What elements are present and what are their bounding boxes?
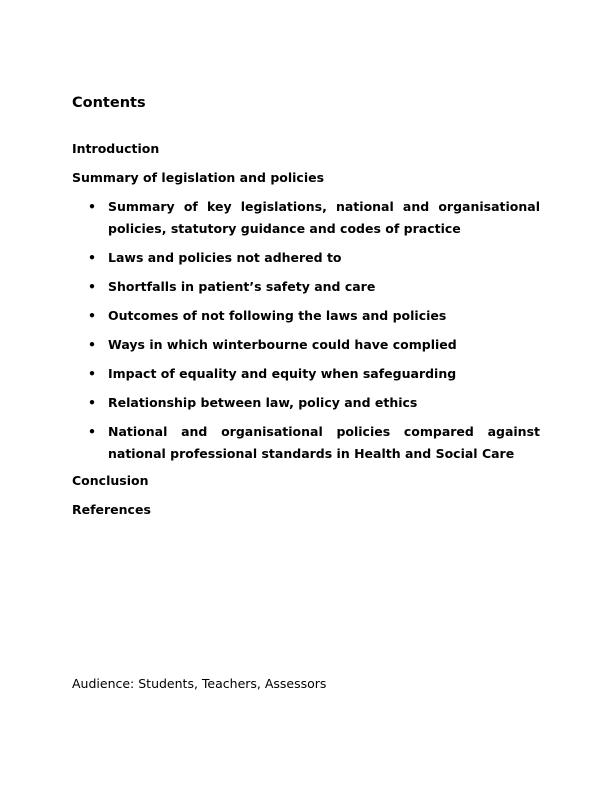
- toc-bullet-item: [88, 196, 540, 240]
- toc-entry-summary: Summary of legislation and policies: [72, 170, 325, 185]
- bullet-icon: •: [88, 250, 96, 265]
- toc-bullet-item: [88, 247, 540, 269]
- toc-entry-introduction: Introduction: [72, 141, 160, 156]
- bullet-icon: •: [88, 395, 96, 410]
- bullet-icon: •: [88, 308, 96, 323]
- toc-bullet-item: [88, 305, 540, 327]
- toc-bullet-text: Summary of key legislations, national and organisational policies, statutory guidance and codes of practice: [108, 199, 540, 236]
- toc-bullet-item: [88, 421, 540, 465]
- audience-note: Audience: Students, Teachers, Assessors: [72, 676, 327, 691]
- bullet-icon: •: [88, 366, 96, 381]
- bullet-icon: •: [88, 279, 96, 294]
- toc-bullet-item: [88, 392, 540, 414]
- bullet-icon: •: [88, 199, 96, 214]
- page-title: Contents: [72, 95, 146, 111]
- toc-bullet-text: Ways in which winterbourne could have complied: [108, 337, 457, 352]
- toc-bullet-text: Impact of equality and equity when safeguarding: [108, 366, 457, 381]
- toc-bullet-text: National and organisational policies compared against national professional standards in Health and Social Care: [108, 424, 540, 461]
- toc-bullet-item: [88, 334, 540, 356]
- toc-bullet-item: [88, 276, 540, 298]
- toc-bullet-text: Relationship between law, policy and ethics: [108, 395, 418, 410]
- toc-bullet-item: [88, 363, 540, 385]
- toc-entry-conclusion: Conclusion: [72, 473, 149, 488]
- bullet-icon: •: [88, 337, 96, 352]
- bullet-icon: •: [88, 424, 96, 439]
- toc-bullet-text: Laws and policies not adhered to: [108, 250, 342, 265]
- toc-bullet-text: Outcomes of not following the laws and policies: [108, 308, 447, 323]
- toc-entry-references: References: [72, 502, 151, 517]
- toc-bullet-text: Shortfalls in patient’s safety and care: [108, 279, 376, 294]
